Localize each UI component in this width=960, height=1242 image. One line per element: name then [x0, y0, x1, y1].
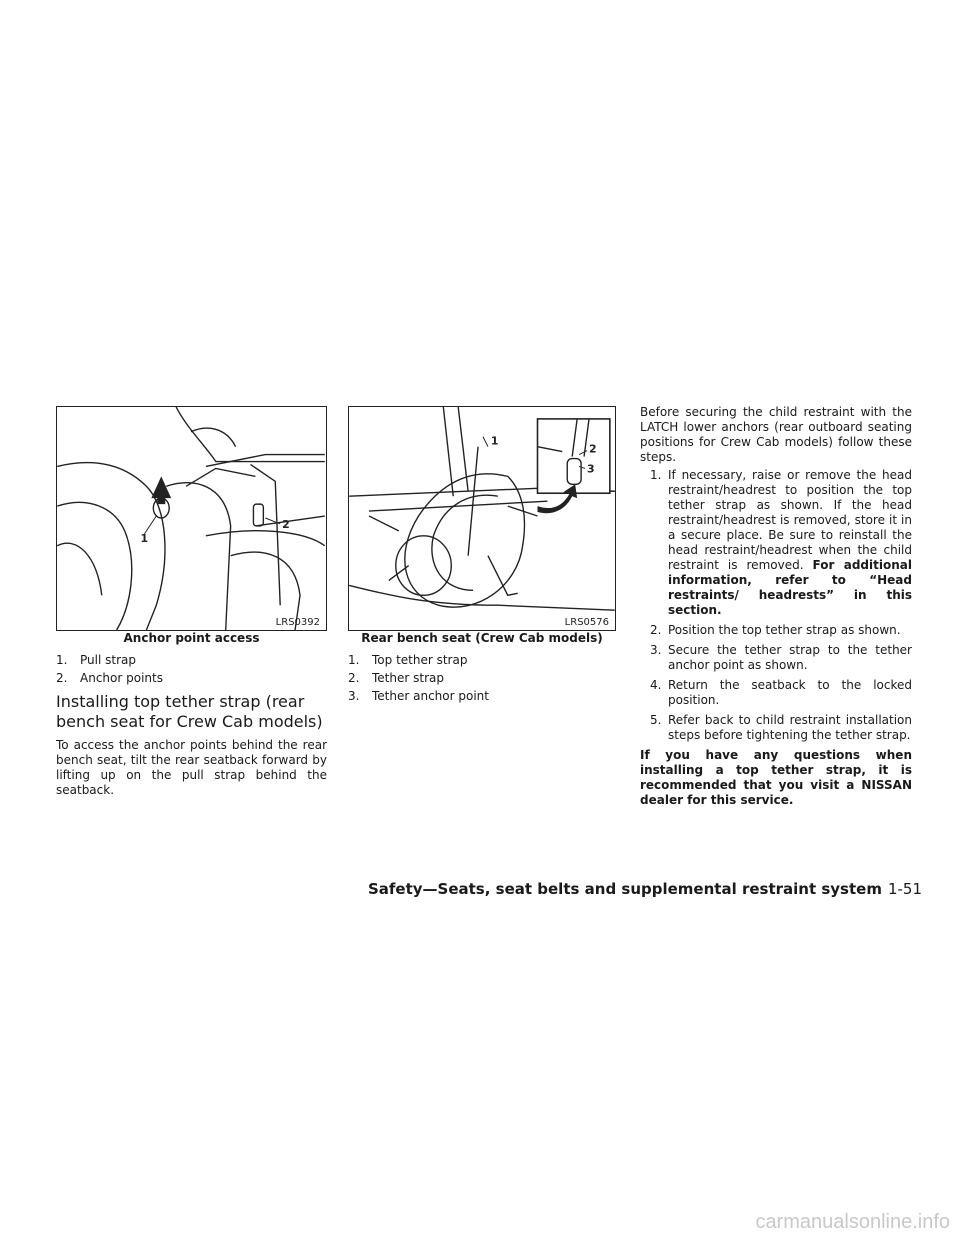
tether-strap-illustration [349, 407, 615, 630]
page-number: 1-51 [887, 880, 922, 898]
callout-1: 1 [140, 531, 149, 545]
list-item: 3. Tether anchor point [348, 689, 489, 703]
latch-intro-paragraph: Before securing the child restraint with the LATCH lower anchors (rear outboard seating positions for Crew Cab models) follow these steps. [640, 405, 912, 464]
figure-anchor-point-access [56, 406, 327, 631]
figure-code: LRS0576 [564, 617, 609, 628]
figure-code: LRS0392 [275, 617, 320, 628]
list-item: 3. Secure the tether strap to the tether anchor point as shown. [650, 643, 912, 672]
steps-list [640, 468, 912, 748]
list-item: 2. Anchor points [56, 671, 163, 685]
figure-legend [56, 651, 326, 687]
figure-rear-bench-seat [348, 406, 616, 631]
callout-2: 2 [282, 517, 290, 531]
list-item: 4. Return the seatback to the locked position. [650, 678, 912, 707]
dealer-note: If you have any questions when installing a top tether strap, it is recommended that you visit a NISSAN dealer for this service. [640, 748, 912, 807]
figure-legend [348, 651, 616, 705]
list-item: 2. Position the top tether strap as shown. [650, 623, 901, 637]
callout-3: 3 [587, 462, 595, 476]
figure-caption: Anchor point access [123, 631, 260, 645]
figure-caption: Rear bench seat (Crew Cab models) [361, 631, 603, 645]
anchor-point-illustration [57, 407, 326, 630]
callout-2: 2 [589, 442, 597, 456]
list-item: 2. Tether strap [348, 671, 444, 685]
page-footer [368, 880, 922, 898]
intro-paragraph: To access the anchor points behind the rear bench seat, tilt the rear seatback forward by lifting up on the pull strap behind the seatback. [56, 738, 327, 797]
callout-1: 1 [490, 434, 499, 448]
section-heading: Installing top tether strap (rear bench seat for Crew Cab models) [56, 692, 323, 731]
list-item: 1. If necessary, raise or remove the head restraint/headrest to position the top tether strap as shown. If the head restraint/headrest is removed, store it in a secure place. Be sure to reinstall the head restraint/headrest when the child restraint is removed. For additional information, refer to “Head restraints/ headrests” in this section. [650, 468, 912, 617]
footer-title: Safety—Seats, seat belts and supplemental restraint system [367, 880, 882, 898]
list-item: 1. Pull strap [56, 653, 136, 667]
list-item: 1. Top tether strap [348, 653, 468, 667]
list-item: 5. Refer back to child restraint installation steps before tightening the tether strap. [650, 713, 912, 742]
watermark: carmanualsonline.info [755, 1211, 950, 1233]
